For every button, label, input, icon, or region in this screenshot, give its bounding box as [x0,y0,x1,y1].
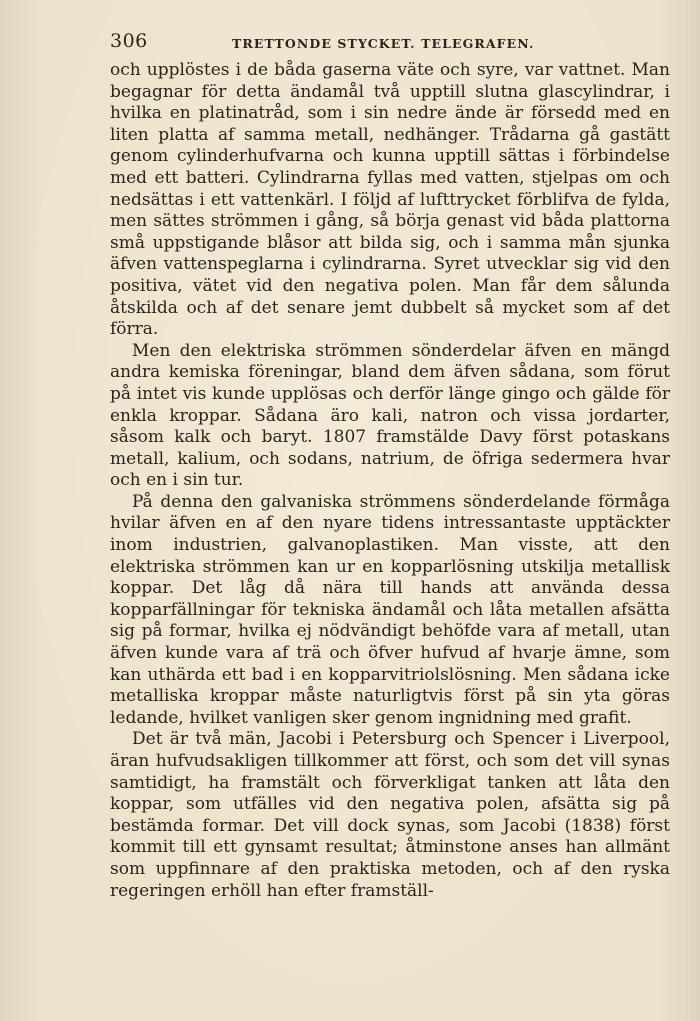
paragraph: På denna den galvaniska strömmens sönderdelande förmåga hvilar äfven en af den nyare tidens intressantaste upptäckter inom industrien, galvanoplastiken. Man visste, att den elektriska strömmen kan ur en kopparlösning utskilja metallisk koppar. Det låg då nära till hands att använda dessa kopparfällningar för tekniska ändamål och låta metallen afsätta sig på formar, hvilka ej nödvändigt behöfde vara af metall, utan äfven kunde vara af trä och öfver hufvud af hvarje ämne, som kan uthärda ett bad i en kopparvitriolslösning. Men sådana icke metalliska kroppar måste naturligtvis först på sin yta göras ledande, hvilket vanligen sker genom ingnidning med grafit. [110,491,670,728]
paragraph: Men den elektriska strömmen sönderdelar äfven en mängd andra kemiska föreningar, bland dem äfven sådana, som förut på intet vis kunde upplösas och derför länge gingo och gälde för enkla kroppar. Sådana äro kali, natron och vissa jordarter, såsom kalk och baryt. 1807 framstälde Davy först potaskans metall, kalium, och sodans, natrium, de öfriga sedermera hvar och en i sin tur. [110,340,670,491]
paragraph-continuation: och upplöstes i de båda gaserna väte och syre, var vattnet. Man begagnar för detta ändamål två upptill slutna glascylindrar, i hvilka en platinatråd, som i sin nedre ände är försedd med en liten platta af samma metall, nedhänger. Trådarna gå gastätt genom cylinderhufvarna och kunna upptill sättas i förbindelse med ett batteri. Cylindrarna fyllas med vatten, stjelpas om och nedsättas i ett vattenkärl. I följd af lufttrycket förblifva de fylda, men sättes strömmen i gång, så börja genast vid båda plattorna små uppstigande blåsor att bilda sig, och i samma mån sjunka äfven vattenspeglarna i cylindrarna. Syret utvecklar sig vid den positiva, vätet vid den negativa polen. Man får dem sålunda åtskilda och af det senare jemt dubbelt så mycket som af det förra. [110,60,670,340]
page-header [110,30,670,56]
body-text [110,60,670,902]
paragraph: Det är två män, Jacobi i Petersburg och Spencer i Liverpool, äran hufvudsakligen tillkommer att först, och som det vill synas samtidigt, ha framstält och förverkligat tanken att låta den koppar, som utfälles vid den negativa polen, afsätta sig på bestämda formar. Det vill dock synas, som Jacobi (1838) först kommit till ett gynsamt resultat; åtminstone anses han allmänt som uppfinnare af den praktiska metoden, och af den ryska regeringen erhöll han efter framställ- [110,729,670,901]
running-head: TRETTONDE STYCKET. TELEGRAFEN. [232,36,535,51]
page-number: 306 [110,30,148,52]
